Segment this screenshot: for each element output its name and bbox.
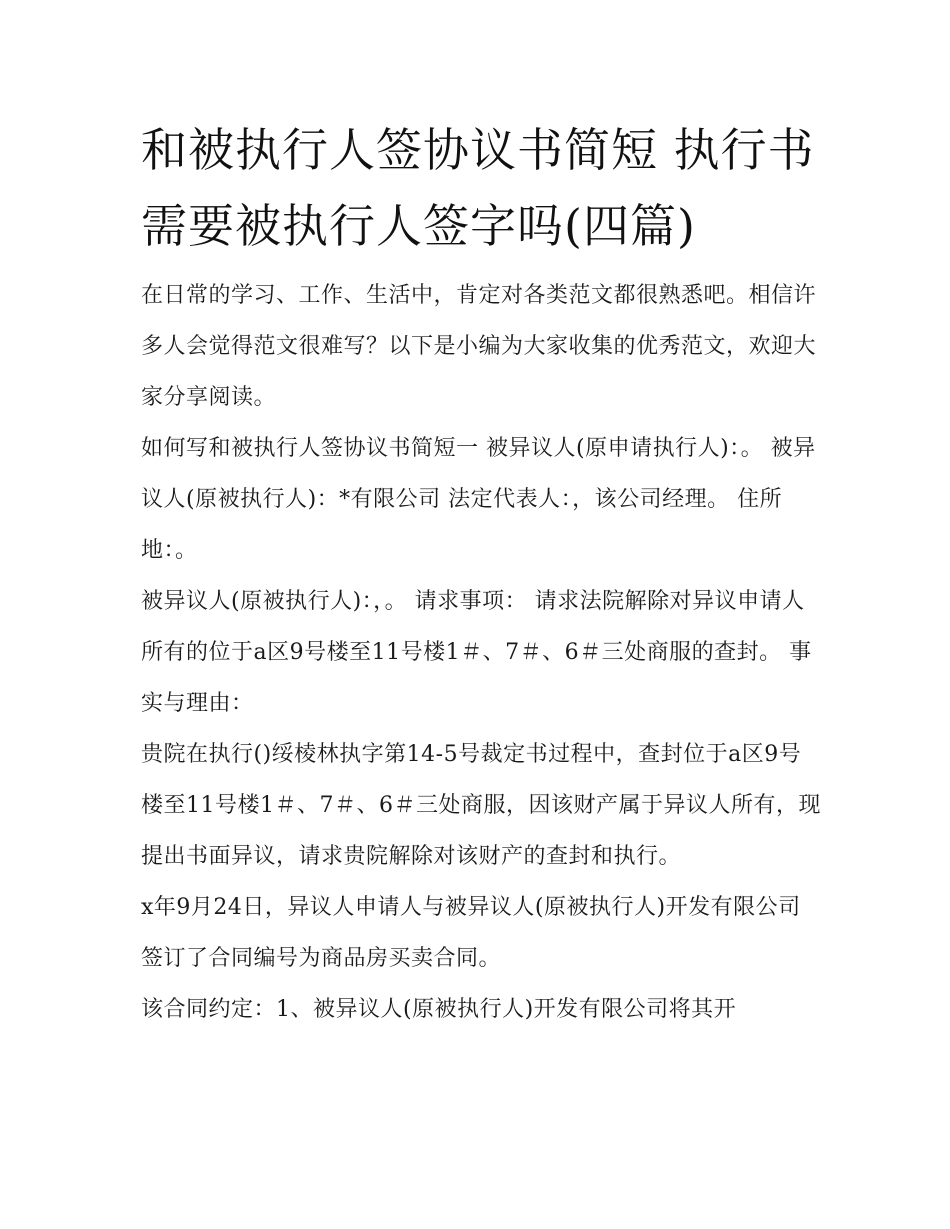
paragraph-contract-terms: 该合同约定：1、被异议人(原被执行人)开发有限公司将其开 xyxy=(141,997,737,1022)
paragraph-parties: 如何写和被执行人签协议书简短一 被异议人(原申请执行人)：。 被异议人(原被执行人)：*有限公司 法定代表人：，该公司经理。 住所地：。 xyxy=(141,436,816,563)
document-body xyxy=(141,112,821,1035)
paragraph-facts: 贵院在执行()绥棱林执字第14-5号裁定书过程中，查封位于a区9号楼至11号楼1＃、7＃、6＃三处商服，因该财产属于异议人所有，现提出书面异议，请求贵院解除对该财产的查封和执行。 xyxy=(141,742,821,869)
paragraph-intro: 在日常的学习、工作、生活中，肯定对各类范文都很熟悉吧。相信许多人会觉得范文很难写？以下是小编为大家收集的优秀范文，欢迎大家分享阅读。 xyxy=(141,283,817,410)
document-title: 和被执行人签协议书简短 执行书需要被执行人签字吗(四篇) xyxy=(141,123,815,253)
paragraph-contract-date: x年9月24日，异议人申请人与被异议人(原被执行人)开发有限公司签订了合同编号为商品房买卖合同。 xyxy=(141,895,801,971)
paragraph-request: 被异议人(原被执行人)：，。 请求事项： 请求法院解除对异议申请人所有的位于a区9号楼至11号楼1＃、7＃、6＃三处商服的查封。 事实与理由： xyxy=(141,589,812,716)
